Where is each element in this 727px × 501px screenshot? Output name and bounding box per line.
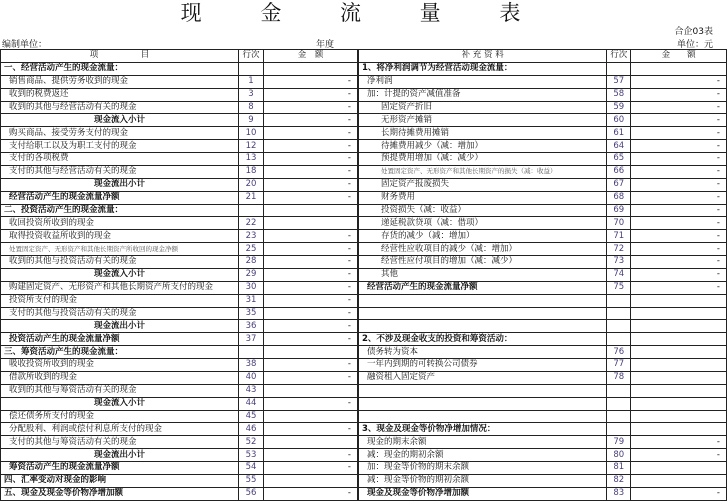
row-label: 现金流出小计 <box>1 178 239 191</box>
row-label: 支付的其他与经营活动有关的现金 <box>1 165 239 178</box>
report-title: 现 金 流 量 表 <box>180 1 547 25</box>
row-number: 30 <box>239 281 264 294</box>
table-row <box>1 204 358 217</box>
row-amount[interactable]: - <box>264 127 358 140</box>
table-row <box>359 101 727 114</box>
row-number: 71 <box>607 230 631 243</box>
row-amount[interactable]: - <box>264 191 358 204</box>
table-row <box>1 243 358 256</box>
org-label: 编制单位： <box>2 40 48 50</box>
table-row <box>359 397 727 410</box>
row-label: 购买商品、接受劳务支付的现金 <box>1 127 239 140</box>
row-number: 55 <box>239 474 264 487</box>
table-row <box>1 191 358 204</box>
table-row <box>1 281 358 294</box>
row-label: 存货的减少（减：增加） <box>359 230 607 243</box>
table-row <box>1 333 358 346</box>
row-amount[interactable]: - <box>631 88 727 101</box>
row-amount[interactable] <box>631 62 727 75</box>
row-label: 收到的税费返还 <box>1 88 239 101</box>
row-amount[interactable]: - <box>264 462 358 475</box>
row-label: 取得投资收益所收到的现金 <box>1 230 239 243</box>
table-row <box>1 410 358 423</box>
row-amount[interactable] <box>264 204 358 217</box>
row-amount[interactable]: - <box>631 217 727 230</box>
table-row <box>1 384 358 397</box>
table-row <box>359 153 727 166</box>
row-label: 支付的各项税费 <box>1 153 239 166</box>
row-number <box>239 62 264 75</box>
row-label: 收到的其他与经营活动有关的现金 <box>1 101 239 114</box>
table-row <box>1 462 358 475</box>
row-number: 52 <box>239 436 264 449</box>
row-amount[interactable]: - <box>631 449 727 462</box>
row-amount[interactable]: - <box>264 88 358 101</box>
table-row <box>1 140 358 153</box>
row-amount[interactable]: - <box>631 165 727 178</box>
table-row <box>1 62 358 75</box>
row-number: 38 <box>239 359 264 372</box>
row-label <box>359 294 607 307</box>
table-row <box>359 281 727 294</box>
table-row <box>1 101 358 114</box>
table-row <box>359 256 727 269</box>
row-amount[interactable] <box>631 294 727 307</box>
table-header <box>359 50 727 63</box>
row-number: 1 <box>239 75 264 88</box>
table-row <box>359 88 727 101</box>
row-number: 35 <box>239 307 264 320</box>
row-number: 29 <box>239 268 264 281</box>
row-label <box>359 397 607 410</box>
row-amount[interactable]: - <box>264 243 358 256</box>
row-amount[interactable]: - <box>631 487 727 500</box>
row-amount[interactable] <box>631 307 727 320</box>
row-number: 73 <box>607 256 631 269</box>
row-amount[interactable] <box>264 410 358 423</box>
row-amount[interactable] <box>631 384 727 397</box>
row-label: 减：现金等价物的期初余额 <box>359 474 607 487</box>
row-number: 44 <box>239 397 264 410</box>
table-row <box>1 127 358 140</box>
row-amount[interactable]: - <box>631 140 727 153</box>
row-label: 现金流入小计 <box>1 397 239 410</box>
row-label: 现金流入小计 <box>1 114 239 127</box>
row-amount[interactable] <box>264 217 358 230</box>
row-number: 37 <box>239 333 264 346</box>
row-amount[interactable]: - <box>631 436 727 449</box>
row-label: 融资租入固定资产 <box>359 371 607 384</box>
row-number <box>607 397 631 410</box>
row-number: 10 <box>239 127 264 140</box>
row-amount[interactable]: - <box>264 140 358 153</box>
row-label: 现金及现金等价物净增加额 <box>359 487 607 500</box>
row-number: 80 <box>607 449 631 462</box>
row-number: 53 <box>239 449 264 462</box>
table-row <box>359 436 727 449</box>
row-label: 处置固定资产、无形资产和其他长期资产所收回的现金净额 <box>1 243 239 256</box>
row-amount[interactable] <box>264 62 358 75</box>
row-label: 递延税款贷项（减：借项） <box>359 217 607 230</box>
row-amount[interactable]: - <box>264 268 358 281</box>
row-amount[interactable]: - <box>631 256 727 269</box>
table-row <box>359 140 727 153</box>
row-label: 五、现金及现金等价物净增加额 <box>1 487 239 500</box>
row-number <box>607 307 631 320</box>
row-number <box>607 423 631 436</box>
table-row <box>1 449 358 462</box>
table-row <box>359 474 727 487</box>
table-row <box>1 88 358 101</box>
row-number <box>607 294 631 307</box>
row-number: 78 <box>607 371 631 384</box>
row-amount[interactable] <box>264 474 358 487</box>
row-label: 分配股利、利润或偿付利息所支付的现金 <box>1 423 239 436</box>
row-number <box>239 204 264 217</box>
row-amount[interactable]: - <box>631 127 727 140</box>
header-amount: 金 额 <box>264 50 358 63</box>
table-row <box>1 307 358 320</box>
row-number: 74 <box>607 268 631 281</box>
row-number: 68 <box>607 191 631 204</box>
row-amount[interactable]: - <box>264 294 358 307</box>
row-number: 82 <box>607 474 631 487</box>
row-amount[interactable] <box>631 462 727 475</box>
row-number: 13 <box>239 153 264 166</box>
table-row <box>1 294 358 307</box>
header-row-no: 行次 <box>239 50 264 63</box>
table-row <box>359 114 727 127</box>
row-amount[interactable]: - <box>631 230 727 243</box>
row-label <box>359 320 607 333</box>
row-amount[interactable]: - <box>264 153 358 166</box>
row-label: 一年内到期的可转换公司债券 <box>359 359 607 372</box>
table-row <box>359 423 727 436</box>
row-amount[interactable]: - <box>264 449 358 462</box>
row-number: 18 <box>239 165 264 178</box>
row-number: 77 <box>607 359 631 372</box>
row-label: 长期待摊费用摊销 <box>359 127 607 140</box>
row-label: 债务转为资本 <box>359 346 607 359</box>
row-number: 54 <box>239 462 264 475</box>
row-amount[interactable]: - <box>264 371 358 384</box>
row-amount[interactable]: - <box>631 281 727 294</box>
row-label: 经营性应付项目的增加（减：减少） <box>359 256 607 269</box>
row-number: 40 <box>239 371 264 384</box>
table-row <box>359 191 727 204</box>
table-row <box>1 397 358 410</box>
row-number <box>607 320 631 333</box>
table-row <box>359 384 727 397</box>
row-label: 筹资活动产生的现金流量净额 <box>1 462 239 475</box>
table-row <box>359 75 727 88</box>
row-amount[interactable] <box>264 384 358 397</box>
row-label: 经营活动产生的现金流量净额 <box>1 191 239 204</box>
row-number <box>239 346 264 359</box>
row-label: 现金流入小计 <box>1 268 239 281</box>
row-label: 三、筹资活动产生的现金流量： <box>1 346 239 359</box>
table-row <box>359 165 727 178</box>
row-label: 四、汇率变动对现金的影响 <box>1 474 239 487</box>
table-row <box>359 62 727 75</box>
row-number: 65 <box>607 153 631 166</box>
row-label: 销售商品、提供劳务收到的现金 <box>1 75 239 88</box>
table-row <box>359 243 727 256</box>
row-label <box>359 410 607 423</box>
row-number: 83 <box>607 487 631 500</box>
table-row <box>359 127 727 140</box>
row-amount[interactable]: - <box>264 101 358 114</box>
row-number: 21 <box>239 191 264 204</box>
row-amount[interactable] <box>631 423 727 436</box>
row-label: 待摊费用减少（减：增加） <box>359 140 607 153</box>
table-row <box>1 268 358 281</box>
row-number: 12 <box>239 140 264 153</box>
table-row <box>359 217 727 230</box>
table-row <box>359 346 727 359</box>
row-number: 25 <box>239 243 264 256</box>
row-label: 经营性应收项目的减少（减：增加） <box>359 243 607 256</box>
table-row <box>359 204 727 217</box>
table-row <box>1 487 358 500</box>
unit-label: 单位：元 <box>676 40 713 50</box>
row-number <box>607 333 631 346</box>
row-number: 58 <box>607 88 631 101</box>
table-row <box>1 474 358 487</box>
row-amount[interactable]: - <box>264 423 358 436</box>
table-row <box>1 346 358 359</box>
row-label: 固定资产报废损失 <box>359 178 607 191</box>
row-amount[interactable]: - <box>631 153 727 166</box>
row-amount[interactable]: - <box>631 101 727 114</box>
row-amount[interactable]: - <box>264 397 358 410</box>
row-number: 64 <box>607 140 631 153</box>
row-amount[interactable]: - <box>264 281 358 294</box>
table-row <box>359 371 727 384</box>
row-label: 吸收投资所收到的现金 <box>1 359 239 372</box>
row-label: 固定资产折旧 <box>359 101 607 114</box>
cash-flow-table <box>0 49 358 501</box>
row-label: 支付给职工以及为职工支付的现金 <box>1 140 239 153</box>
row-amount[interactable]: - <box>264 307 358 320</box>
row-label: 加：现金等价物的期末余额 <box>359 462 607 475</box>
row-label: 财务费用 <box>359 191 607 204</box>
row-number: 28 <box>239 256 264 269</box>
row-amount[interactable] <box>631 333 727 346</box>
row-amount[interactable]: - <box>264 165 358 178</box>
row-number: 75 <box>607 281 631 294</box>
row-label: 现金的期末余额 <box>359 436 607 449</box>
row-amount[interactable] <box>631 371 727 384</box>
header-row-no: 行次 <box>607 50 631 63</box>
row-label: 借款所收到的现金 <box>1 371 239 384</box>
row-label: 投资损失（减：收益） <box>359 204 607 217</box>
table-row <box>1 436 358 449</box>
row-number: 8 <box>239 101 264 114</box>
row-amount[interactable] <box>631 397 727 410</box>
table-row <box>359 487 727 500</box>
row-amount[interactable]: - <box>264 333 358 346</box>
header-amount: 金 额 <box>631 50 727 63</box>
row-label: 收到的其他与筹资活动有关的现金 <box>1 384 239 397</box>
table-row <box>359 359 727 372</box>
table-row <box>1 230 358 243</box>
row-number: 56 <box>239 487 264 500</box>
header-item: 补 充 资 料 <box>359 50 607 63</box>
row-number: 22 <box>239 217 264 230</box>
row-number <box>607 384 631 397</box>
row-amount[interactable]: - <box>264 230 358 243</box>
row-label: 3、现金及现金等价物净增加情况： <box>359 423 607 436</box>
row-number: 70 <box>607 217 631 230</box>
row-number: 76 <box>607 346 631 359</box>
table-row <box>1 165 358 178</box>
row-number: 59 <box>607 101 631 114</box>
table-row <box>1 256 358 269</box>
row-label: 一、经营活动产生的现金流量： <box>1 62 239 75</box>
table-row <box>359 178 727 191</box>
table-row <box>359 268 727 281</box>
row-amount[interactable]: - <box>631 75 727 88</box>
row-amount[interactable] <box>631 320 727 333</box>
year-label: 年度 <box>316 40 335 50</box>
row-amount[interactable]: - <box>264 114 358 127</box>
row-number: 31 <box>239 294 264 307</box>
row-amount[interactable]: - <box>264 320 358 333</box>
row-label: 无形资产摊销 <box>359 114 607 127</box>
row-label: 支付的其他与投资活动有关的现金 <box>1 307 239 320</box>
row-label: 2、不涉及现金收支的投资和筹资活动： <box>359 333 607 346</box>
row-label: 预提费用增加（减：减少） <box>359 153 607 166</box>
header-item: 项 目 <box>1 50 239 63</box>
row-label: 收到的其他与投资活动有关的现金 <box>1 256 239 269</box>
row-label: 投资活动产生的现金流量净额 <box>1 333 239 346</box>
row-label: 购建固定资产、无形资产和其他长期资产所支付的现金 <box>1 281 239 294</box>
row-number <box>607 62 631 75</box>
table-row <box>359 333 727 346</box>
row-label: 现金流出小计 <box>1 449 239 462</box>
row-number: 46 <box>239 423 264 436</box>
row-amount[interactable] <box>631 474 727 487</box>
row-amount[interactable] <box>631 410 727 423</box>
row-label: 投资所支付的现金 <box>1 294 239 307</box>
table-row <box>1 359 358 372</box>
row-label: 1、将净利润调节为经营活动现金流量： <box>359 62 607 75</box>
row-number: 72 <box>607 243 631 256</box>
row-label: 支付的其他与筹资活动有关的现金 <box>1 436 239 449</box>
row-number: 66 <box>607 165 631 178</box>
table-header <box>1 50 358 63</box>
table-row <box>1 371 358 384</box>
row-amount[interactable]: - <box>264 359 358 372</box>
row-number: 9 <box>239 114 264 127</box>
table-row <box>1 423 358 436</box>
row-amount[interactable]: - <box>631 268 727 281</box>
table-row <box>1 178 358 191</box>
row-number: 69 <box>607 204 631 217</box>
row-number: 43 <box>239 384 264 397</box>
row-label: 净利润 <box>359 75 607 88</box>
row-label: 加：计提的资产减值准备 <box>359 88 607 101</box>
table-row <box>359 320 727 333</box>
row-label: 收回投资所收到的现金 <box>1 217 239 230</box>
row-amount[interactable]: - <box>631 204 727 217</box>
row-label: 减：现金的期初余额 <box>359 449 607 462</box>
row-label: 处置固定资产、无形资产和其他长期资产的损失（减：收益） <box>359 165 607 178</box>
table-row <box>1 153 358 166</box>
row-number: 36 <box>239 320 264 333</box>
row-label: 偿还债务所支付的现金 <box>1 410 239 423</box>
table-row <box>1 320 358 333</box>
row-number: 23 <box>239 230 264 243</box>
row-label <box>359 384 607 397</box>
row-amount[interactable]: - <box>631 114 727 127</box>
row-amount[interactable] <box>264 436 358 449</box>
table-row <box>359 449 727 462</box>
row-amount[interactable]: - <box>631 178 727 191</box>
row-label: 现金流出小计 <box>1 320 239 333</box>
row-number: 45 <box>239 410 264 423</box>
row-amount[interactable]: - <box>264 178 358 191</box>
form-code: 合企03表 <box>674 27 713 37</box>
row-amount[interactable]: - <box>264 487 358 500</box>
row-number: 20 <box>239 178 264 191</box>
row-label: 二、投资活动产生的现金流量： <box>1 204 239 217</box>
table-row <box>359 307 727 320</box>
table-row <box>1 75 358 88</box>
table-row <box>359 410 727 423</box>
row-amount[interactable]: - <box>631 191 727 204</box>
row-number: 3 <box>239 88 264 101</box>
row-amount[interactable] <box>631 359 727 372</box>
table-row <box>359 230 727 243</box>
row-number: 81 <box>607 462 631 475</box>
table-row <box>1 114 358 127</box>
row-amount[interactable]: - <box>264 75 358 88</box>
row-number: 60 <box>607 114 631 127</box>
table-row <box>359 294 727 307</box>
row-label: 经营活动产生的现金流量净额 <box>359 281 607 294</box>
row-amount[interactable] <box>631 346 727 359</box>
table-row <box>359 462 727 475</box>
row-amount[interactable] <box>264 346 358 359</box>
table-row <box>1 217 358 230</box>
row-amount[interactable]: - <box>631 243 727 256</box>
supplementary-table <box>358 49 727 501</box>
row-number: 61 <box>607 127 631 140</box>
row-amount[interactable]: - <box>264 256 358 269</box>
row-number: 79 <box>607 436 631 449</box>
row-number: 57 <box>607 75 631 88</box>
row-label: 其他 <box>359 268 607 281</box>
row-number <box>607 410 631 423</box>
row-number: 67 <box>607 178 631 191</box>
row-label <box>359 307 607 320</box>
